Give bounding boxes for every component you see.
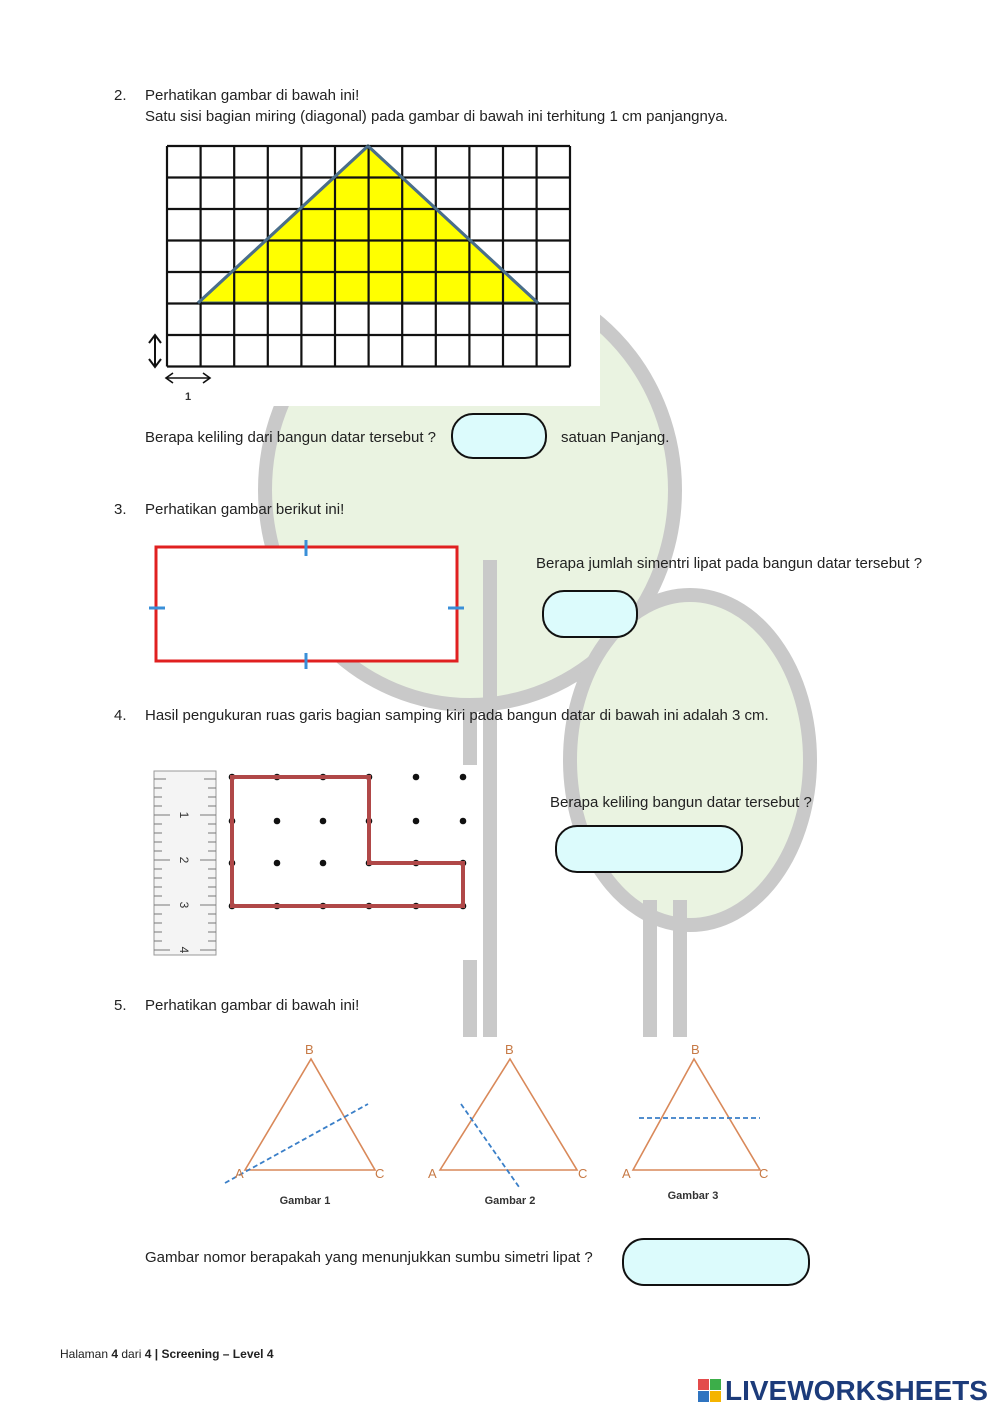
unit-label: 1 bbox=[184, 391, 192, 403]
triangle-gambar-3 bbox=[622, 1042, 768, 1202]
page-footer bbox=[60, 1347, 274, 1361]
q2-instruction: Perhatikan gambar di bawah ini! bbox=[145, 87, 360, 104]
q4-number: 4. bbox=[114, 707, 127, 724]
vertex-b-1: B bbox=[305, 1042, 314, 1057]
vertex-a-3: A bbox=[622, 1166, 631, 1181]
q4-answer-field[interactable] bbox=[555, 825, 743, 873]
q5-answer-field[interactable] bbox=[622, 1238, 810, 1286]
q3-instruction: Perhatikan gambar berikut ini! bbox=[145, 501, 345, 518]
footer-page: 4 bbox=[111, 1347, 119, 1361]
q2-answer-field[interactable] bbox=[451, 413, 547, 459]
footer-of: dari bbox=[118, 1347, 145, 1361]
ruler-number-4: 4 bbox=[177, 946, 191, 954]
footer-prefix: Halaman bbox=[60, 1347, 112, 1361]
footer-rest: | Screening – Level 4 bbox=[151, 1347, 274, 1361]
ruler-number-3: 3 bbox=[177, 901, 191, 909]
q3-number: 3. bbox=[114, 501, 127, 518]
vertex-a-2: A bbox=[428, 1166, 437, 1181]
logo-text: LIVEWORKSHEETS bbox=[725, 1375, 988, 1406]
q2-description: Satu sisi bagian miring (diagonal) pada gambar di bawah ini terhitung 1 cm panjangnya. bbox=[145, 108, 728, 125]
liveworksheets-logo bbox=[697, 1375, 988, 1407]
triangles-figure bbox=[215, 1037, 780, 1212]
ruler-number-2: 2 bbox=[177, 856, 191, 864]
q5-instruction: Perhatikan gambar di bawah ini! bbox=[145, 997, 360, 1014]
vertex-b-2: B bbox=[505, 1042, 514, 1057]
q2-question: Berapa keliling dari bangun datar tersebut ? bbox=[145, 429, 437, 446]
caption-gambar-2: Gambar 2 bbox=[484, 1195, 536, 1207]
triangle-gambar-1 bbox=[225, 1042, 384, 1207]
grid-lines bbox=[167, 146, 570, 367]
ruler-dot-figure bbox=[150, 765, 480, 960]
q4-instruction: Hasil pengukuran ruas garis bagian samping kiri pada bangun datar di bawah ini adalah 3 cm. bbox=[145, 707, 769, 724]
vertex-c-1: C bbox=[375, 1166, 385, 1181]
caption-gambar-3: Gambar 3 bbox=[667, 1190, 719, 1202]
ruler bbox=[154, 771, 216, 955]
vertex-c-2: C bbox=[578, 1166, 588, 1181]
q2-suffix: satuan Panjang. bbox=[561, 429, 670, 446]
q5-number: 5. bbox=[114, 997, 127, 1014]
vertical-unit-arrow bbox=[149, 335, 161, 367]
ruler-number-1: 1 bbox=[177, 811, 191, 819]
q5-question: Gambar nomor berapakah yang menunjukkan sumbu simetri lipat ? bbox=[145, 1249, 593, 1266]
vertex-b-3: B bbox=[691, 1042, 700, 1057]
footer-total: 4 bbox=[144, 1347, 152, 1361]
triangle-gambar-2 bbox=[428, 1042, 587, 1207]
horizontal-unit-arrow bbox=[166, 373, 210, 383]
q3-question: Berapa jumlah simentri lipat pada bangun datar tersebut ? bbox=[536, 555, 923, 572]
q4-question: Berapa keliling bangun datar tersebut ? bbox=[550, 794, 812, 811]
grid-triangle-figure bbox=[140, 138, 600, 406]
caption-gambar-1: Gambar 1 bbox=[279, 1195, 331, 1207]
rectangle-figure bbox=[145, 538, 470, 676]
logo-mark-icon bbox=[697, 1378, 723, 1404]
q3-answer-field[interactable] bbox=[542, 590, 638, 638]
vertex-a-1: A bbox=[235, 1166, 244, 1181]
vertex-c-3: C bbox=[759, 1166, 769, 1181]
q2-number: 2. bbox=[114, 87, 127, 104]
